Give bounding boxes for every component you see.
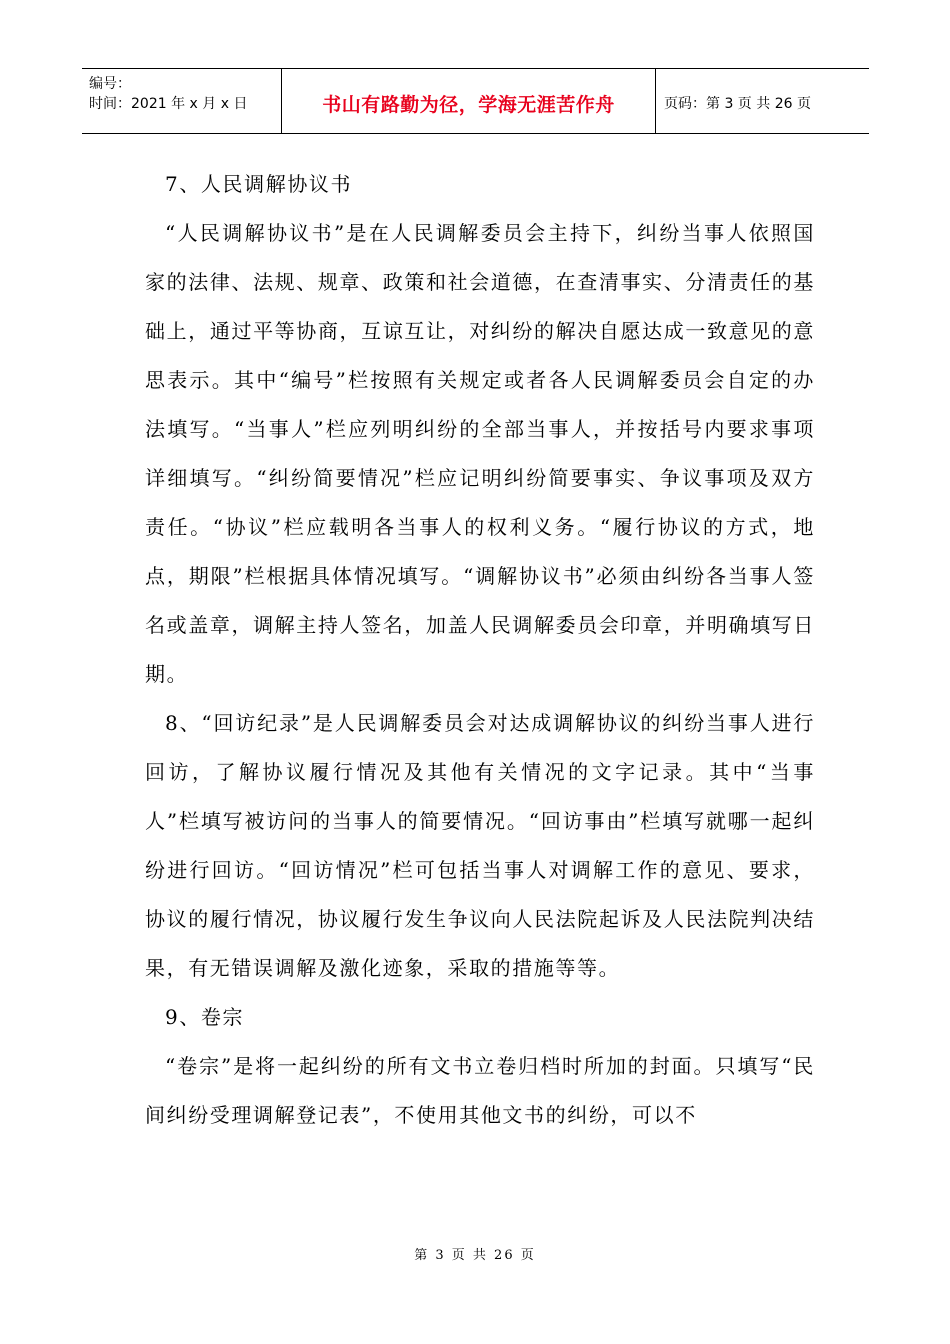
header-page-cell	[656, 69, 869, 133]
document-body	[145, 160, 815, 1140]
page-footer	[0, 1244, 950, 1263]
section-heading-9: 9、卷宗	[165, 1005, 245, 1029]
document-number-label: 编号：	[89, 76, 131, 92]
header-motto-cell	[282, 69, 656, 133]
paragraph-dossier: “卷宗”是将一起纠纷的所有文书立卷归档时所加的封面。只填写“民间纠纷受理调解登记表”，不使用其他文书的纠纷，可以不	[145, 1054, 815, 1127]
document-header	[82, 68, 869, 134]
section-heading-7: 7、人民调解协议书	[165, 172, 353, 196]
header-motto: 书山有路勤为径，学海无涯苦作舟	[322, 93, 615, 116]
paragraph-mediation-agreement: “人民调解协议书”是在人民调解委员会主持下，纠纷当事人依照国家的法律、法规、规章、政策和社会道德，在查清事实、分清责任的基础上，通过平等协商，互谅互让，对纠纷的解决自愿达成一致意见的意思表示。其中“编号”栏按照有关规定或者各人民调解委员会自定的办法填写。“当事人”栏应列明纠纷的全部当事人，并按括号内要求事项详细填写。“纠纷简要情况”栏应记明纠纷简要事实、争议事项及双方责任。“协议”栏应载明各当事人的权利义务。“履行协议的方式，地点，期限”栏根据具体情况填写。“调解协议书”必须由纠纷各当事人签名或盖章，调解主持人签名，加盖人民调解委员会印章，并明确填写日期。	[145, 221, 815, 686]
document-date-label: 时间：2021 年 x 月 x 日	[89, 96, 248, 112]
header-meta-cell	[82, 69, 282, 133]
footer-page-number: 第 3 页 共 26 页	[414, 1248, 536, 1263]
header-page-info: 页码：第 3 页 共 26 页	[664, 96, 811, 112]
paragraph-followup-record: 8、“回访纪录”是人民调解委员会对达成调解协议的纠纷当事人进行回访，了解协议履行情况及其他有关情况的文字记录。其中“当事人”栏填写被访问的当事人的简要情况。“回访事由”栏填写就哪一起纠纷进行回访。“回访情况”栏可包括当事人对调解工作的意见、要求，协议的履行情况，协议履行发生争议向人民法院起诉及人民法院判决结果，有无错误调解及激化迹象，采取的措施等等。	[145, 711, 815, 980]
